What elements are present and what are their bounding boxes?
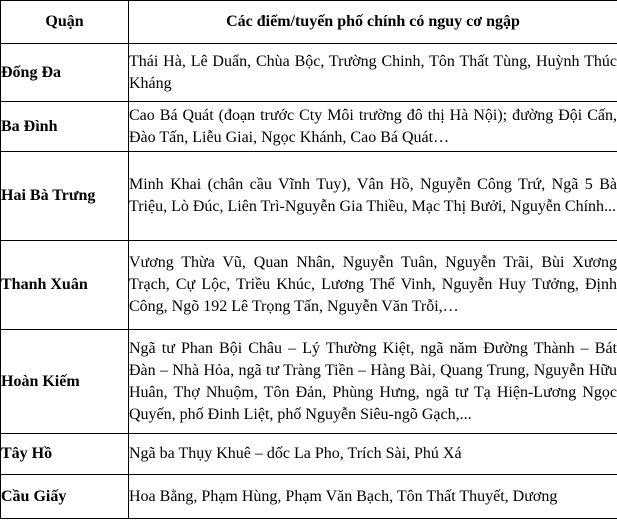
streets-cell: Ngã ba Thụy Khuê – dốc La Pho, Trích Sài, Phú Xá xyxy=(129,434,617,475)
district-cell: Tây Hồ xyxy=(1,434,129,475)
table-row xyxy=(1,330,617,434)
table-row xyxy=(1,44,617,102)
table-row xyxy=(1,152,617,241)
streets-cell: Vương Thừa Vũ, Quan Nhân, Nguyễn Tuân, Nguyễn Trãi, Bùi Xương Trạch, Cự Lộc, Triều Khúc, Lương Thế Vinh, Nguyễn Huy Tưởng, Định Công, Ngõ 192 Lê Trọng Tấn, Nguyễn Văn Trỗi,… xyxy=(129,241,617,330)
header-streets: Các điểm/tuyến phố chính có nguy cơ ngập xyxy=(129,1,617,44)
streets-cell: Ngã tư Phan Bội Châu – Lý Thường Kiệt, ngã năm Đường Thành – Bát Đàn – Nhà Hỏa, ngã tư Tràng Tiền – Hàng Bài, Quang Trung, Nguyễn Hữu Huân, Thợ Nhuộm, Tôn Đản, Phùng Hưng, ngã tư Tạ Hiện-Lương Ngọc Quyến, phố Đinh Liệt, phố Nguyễn Siêu-ngõ Gạch,... xyxy=(129,330,617,434)
table-row xyxy=(1,241,617,330)
district-cell: Ba Đình xyxy=(1,102,129,152)
table-row xyxy=(1,434,617,475)
header-district: Quận xyxy=(1,1,129,44)
table-header-row xyxy=(1,1,617,44)
streets-cell: Hoa Bằng, Phạm Hùng, Phạm Văn Bạch, Tôn Thất Thuyết, Dương xyxy=(129,475,617,519)
district-cell: Cầu Giấy xyxy=(1,475,129,519)
table-row xyxy=(1,475,617,519)
streets-cell: Cao Bá Quát (đoạn trước Cty Môi trường đô thị Hà Nội); đường Đội Cấn, Đào Tấn, Liễu Giai, Ngọc Khánh, Cao Bá Quát… xyxy=(129,102,617,152)
district-cell: Hai Bà Trưng xyxy=(1,152,129,241)
streets-cell: Minh Khai (chân cầu Vĩnh Tuy), Vân Hồ, Nguyễn Công Trứ, Ngã 5 Bà Triệu, Lò Đúc, Liên Trì-Nguyễn Gia Thiều, Mạc Thị Bưởi, Nguyễn Chính... xyxy=(129,152,617,241)
district-cell: Hoàn Kiếm xyxy=(1,330,129,434)
streets-cell: Thái Hà, Lê Duẩn, Chùa Bộc, Trường Chinh, Tôn Thất Tùng, Huỳnh Thúc Kháng xyxy=(129,44,617,102)
district-cell: Đống Đa xyxy=(1,44,129,102)
district-cell: Thanh Xuân xyxy=(1,241,129,330)
table-row xyxy=(1,102,617,152)
